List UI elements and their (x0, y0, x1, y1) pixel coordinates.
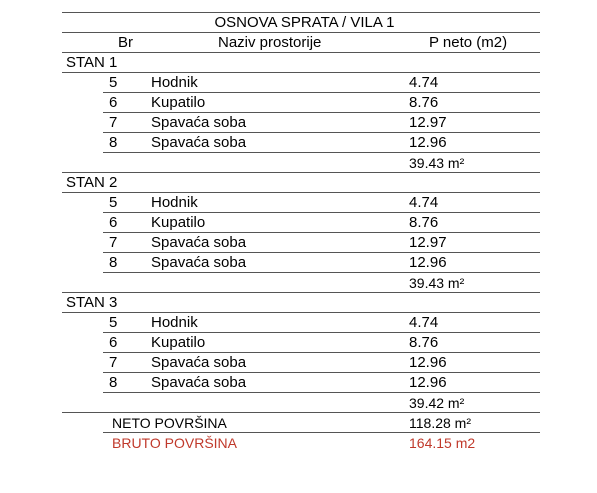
room-area: 12.96 (409, 134, 447, 151)
room-area: 12.97 (409, 234, 447, 251)
room-name: Spavaća soba (151, 234, 247, 251)
bruto-value: 164.15 m2 (409, 435, 476, 451)
table-row (0, 253, 597, 273)
room-area: 4.74 (409, 314, 439, 331)
table-row (0, 333, 597, 353)
table-row (0, 313, 597, 333)
neto-value: 118.28 m² (409, 415, 471, 431)
stan-label-row (0, 173, 597, 193)
bruto-row (0, 433, 597, 453)
room-number: 6 (109, 214, 118, 231)
room-area: 4.74 (409, 194, 439, 211)
room-name: Hodnik (151, 194, 198, 211)
room-number: 7 (109, 234, 118, 251)
room-number: 6 (109, 94, 118, 111)
table-row (0, 373, 597, 393)
header-area: P neto (m2) (429, 34, 508, 51)
stan-label: STAN 3 (66, 294, 118, 311)
table-row (0, 73, 597, 93)
bruto-label: BRUTO POVRŠINA (112, 435, 237, 451)
stan-total: 39.43 m² (409, 275, 465, 291)
room-number: 7 (109, 354, 118, 371)
table-row (0, 193, 597, 213)
room-number: 5 (109, 194, 118, 211)
room-number: 6 (109, 334, 118, 351)
stan-total-row (0, 273, 597, 293)
room-name: Spavaća soba (151, 374, 247, 391)
room-area: 12.97 (409, 114, 447, 131)
neto-label: NETO POVRŠINA (112, 415, 227, 431)
table-row (0, 233, 597, 253)
table-row (0, 353, 597, 373)
header-br: Br (118, 34, 133, 51)
stan-label: STAN 1 (66, 54, 118, 71)
room-number: 8 (109, 134, 118, 151)
room-area: 4.74 (409, 74, 439, 91)
stan-total-row (0, 393, 597, 413)
room-number: 8 (109, 374, 118, 391)
room-area: 8.76 (409, 94, 439, 111)
room-name: Kupatilo (151, 214, 206, 231)
room-name: Kupatilo (151, 334, 206, 351)
room-name: Hodnik (151, 314, 198, 331)
room-number: 7 (109, 114, 118, 131)
stan-label: STAN 2 (66, 174, 118, 191)
stan-total-row (0, 153, 597, 173)
page-title: OSNOVA SPRATA / VILA 1 (214, 14, 395, 31)
room-area: 12.96 (409, 374, 447, 391)
table-row (0, 113, 597, 133)
header-name: Naziv prostorije (218, 34, 322, 51)
room-name: Spavaća soba (151, 114, 247, 131)
table-row (0, 213, 597, 233)
table-row (0, 133, 597, 153)
room-name: Spavaća soba (151, 354, 247, 371)
stan-label-row (0, 293, 597, 313)
stan-label-row (0, 53, 597, 73)
room-area: 8.76 (409, 214, 439, 231)
stan-total: 39.42 m² (409, 395, 465, 411)
room-number: 8 (109, 254, 118, 271)
room-name: Kupatilo (151, 94, 206, 111)
table-title-row (0, 13, 597, 33)
room-name: Spavaća soba (151, 254, 247, 271)
room-area: 12.96 (409, 254, 447, 271)
neto-row (0, 413, 597, 433)
room-area: 12.96 (409, 354, 447, 371)
room-name: Hodnik (151, 74, 198, 91)
stan-total: 39.43 m² (409, 155, 465, 171)
room-number: 5 (109, 74, 118, 91)
room-name: Spavaća soba (151, 134, 247, 151)
column-header-row (0, 33, 597, 53)
room-area: 8.76 (409, 334, 439, 351)
room-number: 5 (109, 314, 118, 331)
table-row (0, 93, 597, 113)
